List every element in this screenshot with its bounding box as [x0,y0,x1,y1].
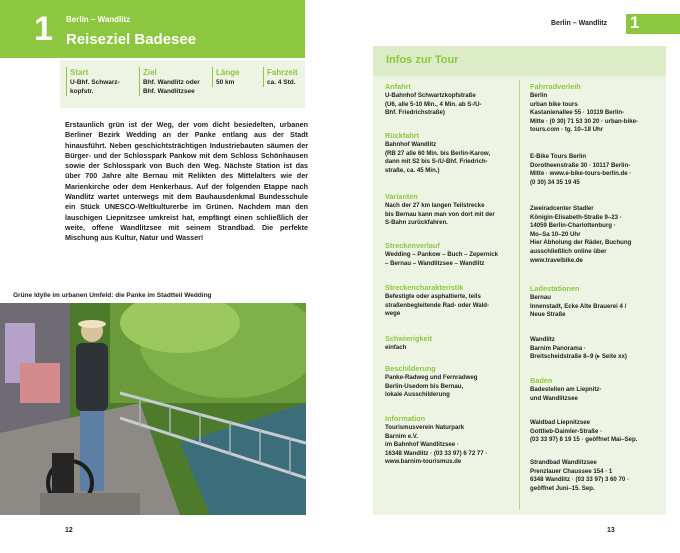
section-text: Berlin urban bike tours Kastanienallee 55 · 10119 Berlin- Mitte · (0 30) 71 53 30 20 · urban-bike- tours.com · tg. 10–18 Uhr [530,92,639,134]
section-heading: Ladestationen [530,284,580,293]
fact-ziel [139,67,207,96]
info-beschilderung [385,364,513,400]
section-heading: Anfahrt [385,82,411,91]
fact-value: U-Bhf. Schwarz- kopfstr. [70,79,120,95]
section-heading: Rückfahrt [385,131,420,140]
info-rueckfahrt [385,131,513,175]
photo-caption: Grüne Idylle im urbanen Umfeld: die Panke im Stadtteil Wedding [13,292,212,299]
tour-city: Berlin – Wandlitz [66,15,131,24]
section-heading: Baden [530,376,553,385]
tour-number: 1 [34,10,53,48]
fact-fahrzeit [263,67,303,87]
fact-label: Ziel [143,68,157,77]
section-text: Tourismusverein Naturpark Barnim e.V. im Bahnhof Wandlitzsee · 16348 Wandlitz · (03 33 97) 6 72 77 · www.barnim-tourismus.de [385,424,488,466]
fact-label: Fahrzeit [267,68,298,77]
section-text: Waldbad Liepnitzsee Gottlieb-Daimler-Straße · (03 33 97) 8 19 15 · geöffnet Mai–Sep. [530,419,638,444]
info-streckencharakteristik [385,283,513,319]
section-text: Panke-Radweg und Fernradweg Berlin-Usedom bis Bernau, lokale Ausschilderung [385,374,478,399]
section-text: Zweiradcenter Stadler Königin-Elisabeth-Straße 9–23 · 14059 Berlin-Charlottenburg · Mo–Sa 10–20 Uhr Hier Abholung der Räder, Buchung ausschließlich online über www.travelbike.de [530,205,632,264]
fact-start [66,67,132,96]
section-heading: Varianten [385,192,418,201]
page-title: Reiseziel Badesee [66,31,197,48]
info-wandlitz-ladestation [530,336,662,362]
info-varianten [385,192,513,228]
info-schwierigkeit [385,334,513,353]
page-number-right: 13 [607,527,615,534]
section-heading: Schwierigkeit [385,334,433,343]
fact-value: 50 km [216,79,235,86]
section-text: Nach der 27 km langen Teilstrecke bis Bernau kann man von dort mit der S-Bahn zurückfahren. [385,202,495,227]
info-information [385,414,513,467]
section-text: einfach [385,344,407,351]
info-anfahrt [385,82,513,118]
section-text: Strandbad Wandlitzsee Prenzlauer Chaussee 154 · 1 6348 Wandlitz · (03 33 97) 3 60 70 · geöffnet Juni–15. Sep. [530,459,630,492]
fact-label: Länge [216,68,240,77]
fact-laenge [212,67,258,87]
section-text: Bahnhof Wandlitz (RB 27 alle 60 Min. bis Berlin-Karow, dann mit S2 bis S-/U-Bhf. Friedrich- straße, ca. 45 Min.) [385,141,491,174]
info-ladestationen [530,284,662,320]
info-fahrradverleih [530,82,662,135]
section-heading: Beschilderung [385,364,436,373]
info-ebike-tours [530,153,662,187]
section-text: E-Bike Tours Berlin Dorotheenstraße 30 · 10117 Berlin- Mitte · www.e-bike-tours-berlin.de · (0 30) 34 35 19 45 [530,153,632,186]
info-zweiradcenter [530,205,662,265]
info-strandbad [530,459,662,493]
section-heading: Information [385,414,426,423]
chapter-tab-number: 1 [630,13,640,32]
info-waldbad [530,419,662,445]
section-text: Badestellen am Liepnitz- und Wandlitzsee [530,386,602,402]
section-text: Wandlitz Barnim Panorama · Breitscheidstraße 8–9 (▸ Seite xx) [530,336,627,361]
info-box-title: Infos zur Tour [386,54,459,66]
info-box [373,46,666,515]
section-heading: Fahrradverleih [530,82,581,91]
fact-value: Bhf. Wandlitz oder Bhf. Wandlitzsee [143,79,200,95]
page-number-left: 12 [65,527,73,534]
section-heading: Streckenverlauf [385,241,440,250]
fact-value: ca. 4 Std. [267,79,296,86]
section-text: Wedding – Pankow – Buch – Zepernick – Bernau – Wandlitzsee – Wandlitz [385,251,498,267]
column-divider [519,80,520,510]
fact-label: Start [70,68,89,77]
body-text: Erstaunlich grün ist der Weg, der vom dicht besiedelten, urbanen Berliner Bezirk Wedding an der Panke entlang aus der Stadt hinausführt. Neben geschichtsträchtigen Industriebauten säumen der Bürger- und der Schlosspark Pankow mit dem Schloss Schönhausen sowie der Schlosspark von Buch den Weg. Nächste Station ist das über 700 Jahre alte Bernau mit Relikten des Mittelalters wie der Marienkirche oder dem Henkerhaus. Auf der folgenden Etappe nach Wandlitz wartet unterwegs mit dem Bauhausdenkmal Bundesschule ein Stück UNESCO-Weltkulturerbe im Grünen. Nachdem man den lauschigen Liepnitzsee umkreist hat, empfängt einen schließlich der weite, offene Wandlitzsee mit seinem Strandbad. Die perfekte Mischung aus Kultur, Natur und Wasser! [65,120,308,243]
section-text: U-Bahnhof Schwartzkopfstraße (U6, alle 5-10 Min., 4 Min. ab S-/U- Bhf. Friedrichstraße) [385,92,482,117]
right-page-city: Berlin – Wandlitz [551,20,608,27]
tour-facts [60,60,305,108]
photo-panke-cyclist [0,303,306,515]
section-heading: Streckencharakteristik [385,283,464,292]
chapter-header [0,0,305,58]
section-text: Befestigte oder asphaltierte, teils straßenbegleitende Rad- oder Wald- wege [385,293,490,318]
section-text: Bernau Innenstadt, Ecke Alte Brauerei 4 / Neue Straße [530,294,627,319]
info-streckenverlauf [385,241,513,268]
info-baden [530,376,662,403]
